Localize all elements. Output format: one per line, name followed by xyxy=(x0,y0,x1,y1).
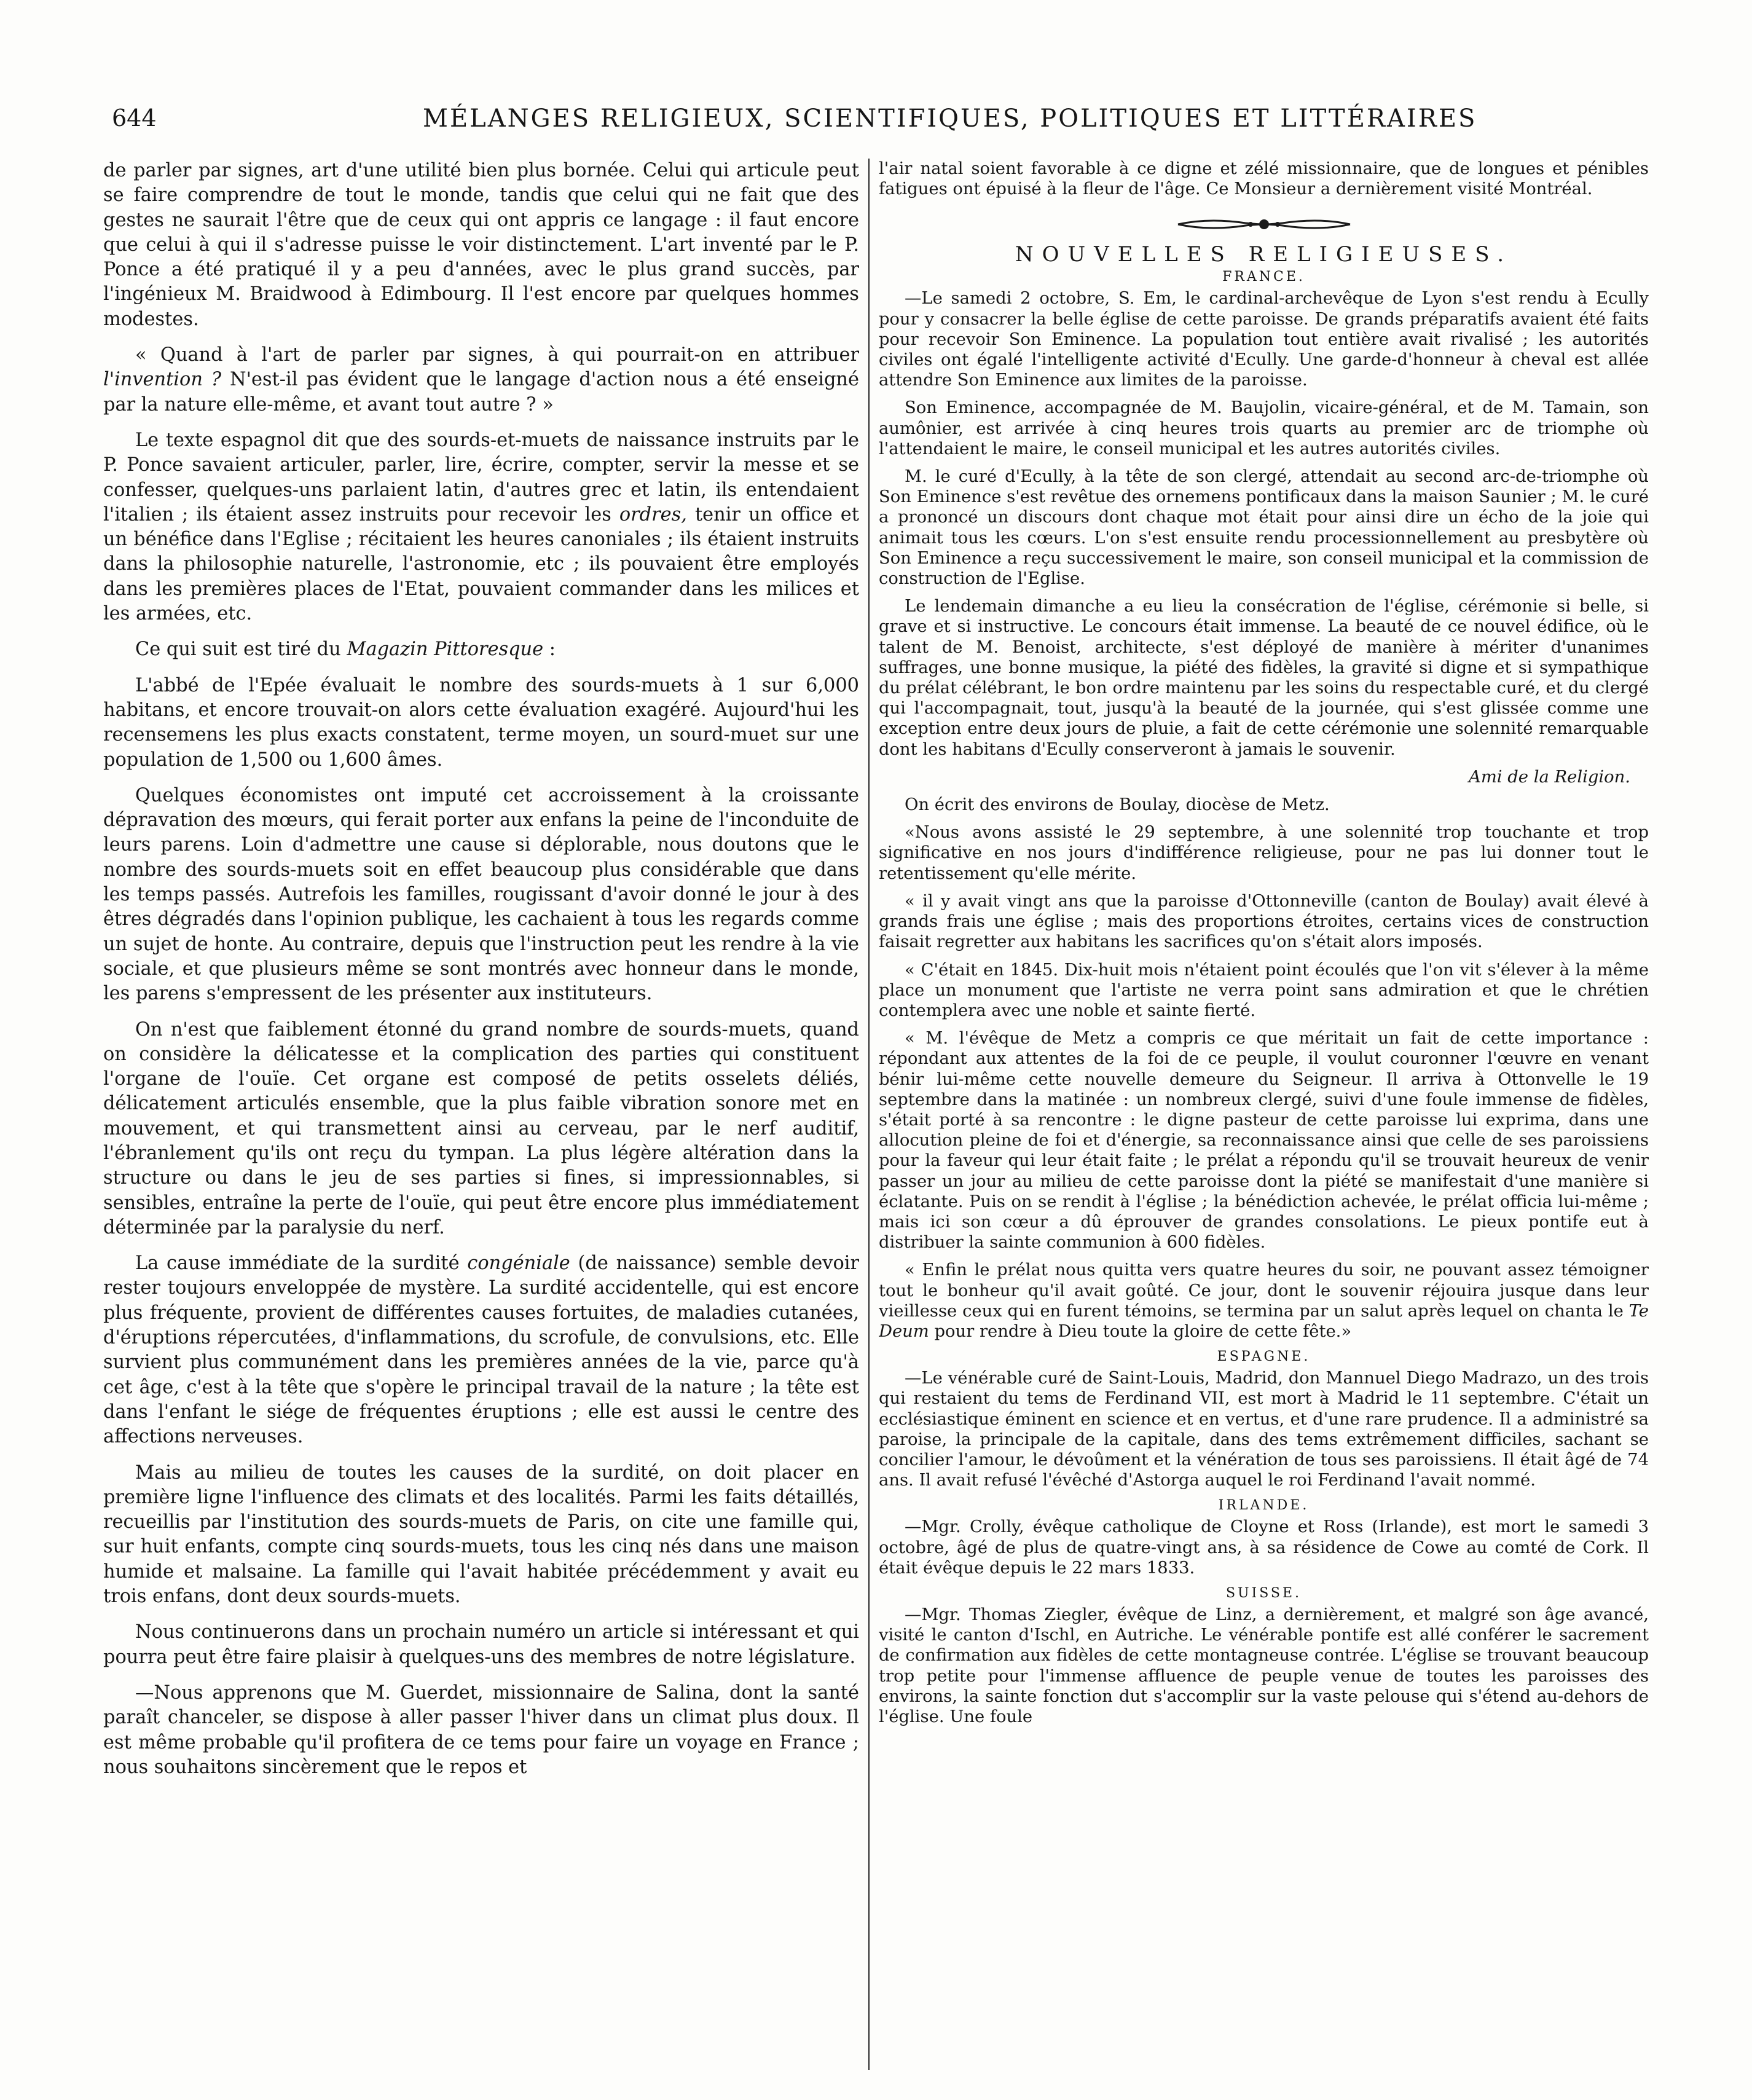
italic-text: congéniale xyxy=(467,1253,570,1275)
paragraph: Quelques économistes ont imputé cet accroissement à la croissante dépravation des mœurs, qui ferait porter aux enfans la peine de l'inconduite de leurs parens. Loin d'admettre une cause si déplorable, nous doutons que le nombre des sourds-muets soit en effet beaucoup plus considérable que dans les temps passés. Autrefois les familles, rougissant d'avoir donné le jour à des êtres dégradés dans l'opinion publique, les cachaient à tous les regards comme un sujet de honte. Au contraire, depuis que l'instruction peut les rendre à la vie sociale, et que plusieurs même se sont montrés avec honneur dans le monde, les parens s'empressent de les présenter aux instituteurs. xyxy=(103,784,859,1005)
paragraph: M. le curé d'Ecully, à la tête de son clergé, attendait au second arc-de-triomphe où Son Eminence s'est revêtue des ornemens pontificaux dans la maison Saunier ; M. le curé a prononcé un discours dont chaque mot était pour ainsi dire un écho de la joie qui animait tous les cœurs. L'on s'est ensuite rendu processionnellement au presbytère où Son Eminence a reçu successivement le maire, son conseil municipal et la commission de construction de l'Eglise. xyxy=(879,467,1649,589)
paragraph: de parler par signes, art d'une utilité bien plus bornée. Celui qui articule peut se faire comprendre de tout le monde, tandis que celui qui ne fait que des gestes ne saurait l'être que de ceux qui ont appris ce langage : il faut encore que celui à qui il s'adresse puisse le voir distinctement. L'art inventé par le P. Ponce a été pratiqué il y a peu d'années, avec le plus grand succès, par l'ingénieux M. Braidwood à Edimbourg. Il l'est encore par quelques hommes modestes. xyxy=(103,160,859,330)
ornament-flourish-icon xyxy=(1172,215,1356,234)
paragraph: Son Eminence, accompagnée de M. Baujolin, vicaire-général, et de M. Tamain, son aumônier, est arrivée à cinq heures trois quarts au premier arc de triomphe où l'attendaient le maire, le conseil municipal et les autres autorités civiles. xyxy=(879,398,1649,458)
paragraph: Nous continuerons dans un prochain numéro un article si intéressant et qui pourra peut être faire plaisir à quelques-uns des membres de notre législature. xyxy=(103,1621,859,1668)
text-run: : xyxy=(543,639,556,661)
paragraph xyxy=(103,428,859,626)
text-run: (de naissance) semble devoir rester toujours enveloppée de mystère. La surdité accidentelle, qui est encore plus fréquente, provient de différentes causes fortuites, de maladies cutanées, d'éruptions répercutées, d'inflammations, du scrofule, de convulsions, etc. Elle survient plus communément dans les premières années de la vie, parce qu'à cet âge, c'est à la tête que s'opère le principal travail de la nature ; la tête est dans l'enfant le siége de fréquentes éruptions ; elle est aussi le centre des affections nerveuses. xyxy=(103,1253,859,1448)
paragraph xyxy=(103,343,859,417)
column-divider xyxy=(868,159,870,2070)
right-column xyxy=(879,159,1649,2070)
paragraph: «Nous avons assisté le 29 septembre, à une solennité trop touchante et trop significative en nos jours d'indifférence religieuse, pour ne pas lui donner tout le retentissement qu'elle mérite. xyxy=(879,823,1649,883)
section-title: NOUVELLES RELIGIEUSES. xyxy=(1015,242,1513,267)
italic-text: l'invention ? xyxy=(103,369,222,391)
paragraph: —Mgr. Crolly, évêque catholique de Cloyne et Ross (Irlande), est mort le samedi 3 octobre, âgé de plus de quatre-vingt ans, à sa résidence de Cowe au comté de Cork. Il était évêque depuis le 22 mars 1833. xyxy=(879,1517,1649,1578)
paragraph: « M. l'évêque de Metz a compris ce que méritait un fait de cette importance : répondant aux attentes de la foi de ce peuple, il voulut couronner l'œuvre en venant bénir lui-même cette nouvelle demeure du Seigneur. Il arriva à Ottonvelle le 19 septembre dans la matinée : un nombreux clergé, suivi d'une foule immense de fidèles, s'était porté à sa rencontre : le digne pasteur de cette paroisse lui exprima, dans une allocution pleine de foi et d'énergie, sa reconnaissance ainsi que celle de ses paroissiens pour la faveur qui leur était faite ; le prélat a répondu qu'il se trouvait heureux de venir passer un jour au milieu de cette paroisse dont la piété se manifestait d'une manière si éclatante. Puis on se rendit à l'église ; la bénédiction achevée, le prélat officia lui-même ; mais ici son cœur a dû éprouver de grandes consolations. Le pieux pontife eut à distribuer la sainte communion à 600 fidèles. xyxy=(879,1029,1649,1253)
paragraph: On n'est que faiblement étonné du grand nombre de sourds-muets, quand on considère la délicatesse et la complication des parties qui constituent l'organe de l'ouïe. Cet organe est composé de petits osselets déliés, délicatement articulés ensemble, que la plus faible vibration sonore met en mouvement, et qui transmettent ainsi au cerveau, par le nerf auditif, l'ébranlement qu'ils ont reçu du tympan. La plus légère altération dans la structure ou dans le jeu de ses parties si fines, si impressionnables, si sensibles, entraîne la perte de l'ouïe, qui peut être encore plus immédiatement déterminée par la paralysie du nerf. xyxy=(103,1018,859,1238)
text-run: La cause immédiate de la surdité xyxy=(135,1253,468,1275)
country-heading-irlande: IRLANDE. xyxy=(1218,1498,1310,1514)
ornament-divider xyxy=(879,215,1649,240)
running-title: MÉLANGES RELIGIEUX, SCIENTIFIQUES, POLITIQUES ET LITTÉRAIRES xyxy=(423,104,1477,133)
source-signature: Ami de la Religion. xyxy=(1469,767,1630,787)
paragraph xyxy=(103,1251,859,1449)
page-header xyxy=(103,104,1649,141)
paragraph xyxy=(103,637,859,662)
text-run: pour rendre à Dieu toute la gloire de cette fête.» xyxy=(929,1321,1352,1341)
country-heading-suisse: SUISSE. xyxy=(1225,1585,1302,1601)
paragraph: l'air natal soient favorable à ce digne et zélé missionnaire, que de longues et pénibles fatigues ont épuisé à la fleur de l'âge. Ce Monsieur a dernièrement visité Montréal. xyxy=(879,159,1649,199)
text-run: N'est-il pas évident que le langage d'action nous a été enseigné par la nature elle-même, et avant tout autre ? » xyxy=(103,369,859,415)
text-run: « Quand à l'art de parler par signes, à qui pourrait-on en attribuer xyxy=(135,344,859,366)
paragraph: On écrit des environs de Boulay, diocèse de Metz. xyxy=(905,795,1330,815)
paragraph: —Nous apprenons que M. Guerdet, missionnaire de Salina, dont la santé paraît chanceler, se dispose à aller passer l'hiver dans un climat plus doux. Il est même probable qu'il profitera de ce tems pour faire un voyage en France ; nous souhaitons sincèrement que le repos et xyxy=(103,1681,859,1778)
paragraph xyxy=(879,1260,1649,1342)
text-run: « Enfin le prélat nous quitta vers quatre heures du soir, ne pouvant assez témoigner tout le bonheur qu'il avait goûté. Ce jour, dont le souvenir réjouira jusque dans leur vieillesse ceux qui en furent témoins, se termina par un salut après lequel on chanta le xyxy=(879,1260,1649,1321)
text-run: Ce qui suit est tiré du xyxy=(135,639,347,661)
text-run: tenir un office et un bénéfice dans l'Eglise ; récitaient les heures canoniales ; ils étaient instruits dans la philosophie naturelle, l'astronomie, etc ; ils pouvaient être employés dans les premières places de l'Etat, pouvaient commander dans les milices et les armées, etc. xyxy=(103,503,859,625)
paragraph: Le lendemain dimanche a eu lieu la consécration de l'église, cérémonie si belle, si grave et si instructive. Le concours était immense. La beauté de ce nouvel édifice, où le talent de M. Benoist, architecte, s'est déployé de manière à mériter d'unanimes suffrages, une bonne musique, la piété des fidèles, la gravité si digne et si sympathique du prélat célébrant, le bon ordre maintenu par les soins du respectable curé, et du clergé qui l'accompagnait, tout, jusqu'à la beauté de la journée, qui s'est glissée comme une exception entre deux jours de pluie, a fait de cette cérémonie une solennité remarquable dont les habitans d'Ecully conserveront à jamais le souvenir. xyxy=(879,597,1649,759)
italic-text: Magazin Pittoresque xyxy=(347,639,544,661)
country-heading-france: FRANCE. xyxy=(1222,269,1305,285)
left-column xyxy=(103,159,859,2070)
country-heading-espagne: ESPAGNE. xyxy=(1217,1349,1311,1365)
italic-text: ordres, xyxy=(619,503,687,525)
paragraph: —Le samedi 2 octobre, S. Em, le cardinal-archevêque de Lyon s'est rendu à Ecully pour y consacrer la belle église de cette paroisse. De grands préparatifs avaient été faits pour recevoir Son Eminence. La population tout entière avait rivalisé ; les autorités civiles ont égalé l'intelligente activité d'Ecully. Une garde-d'honneur à cheval est allée attendre Son Eminence aux limites de la paroisse. xyxy=(879,289,1649,390)
text-columns xyxy=(103,159,1649,2070)
paragraph: —Le vénérable curé de Saint-Louis, Madrid, don Mannuel Diego Madrazo, un des trois qui restaient du tems de Ferdinand VII, est mort à Madrid le 11 septembre. C'était un ecclésiastique éminent en science et en vertus, et d'une rare prudence. Il a administré sa paroise, la principale de la capitale, dans des tems extrêmement difficiles, sachant se concilier l'amour, le dévoûment et la vénération de tous ses paroissiens. Il était âgé de 74 ans. Il avait refusé l'évêché d'Astorga auquel le roi Ferdinand l'avait nommé. xyxy=(879,1369,1649,1490)
paragraph: —Mgr. Thomas Ziegler, évêque de Linz, a dernièrement, et malgré son âge avancé, visité le canton d'Ischl, en Autriche. Le vénérable pontife est allé conférer le sacrement de confirmation aux fidèles de cette montagneuse contrée. L'église se trouvant beaucoup trop petite pour l'immense affluence de peuple venue de toutes les paroisses des environs, la sainte fonction dut s'accomplir sur la vaste pelouse qui s'étend au-dehors de l'église. Une foule xyxy=(879,1605,1649,1726)
paragraph: Mais au milieu de toutes les causes de la surdité, on doit placer en première ligne l'influence des climats et des localités. Parmi les faits détaillés, recueillis par l'institution des sourds-muets de Paris, on cite une famille qui, sur huit enfants, compte cinq sourds-muets, tous les cinq nés dans une maison humide et malsaine. La famille qui l'avait habitée précédemment y avait eu trois enfans, dont deux sourds-muets. xyxy=(103,1461,859,1608)
page-number: 644 xyxy=(112,104,157,132)
italic-text: Te Deum xyxy=(879,1301,1649,1341)
text-run: Le texte espagnol dit que des sourds-et-muets de naissance instruits par le P. Ponce savaient articuler, parler, lire, écrire, compter, servir la messe et se confesser, quelques-uns parlaient latin, d'autres grec et latin, ils entendaient l'italien ; ils étaient assez instruits pour recevoir les xyxy=(103,429,859,525)
paragraph: « C'était en 1845. Dix-huit mois n'étaient point écoulés que l'on vit s'élever à la même place un monument que l'artiste ne verra point sans admiration et que le chrétien contemplera avec une noble et sainte fierté. xyxy=(879,960,1649,1020)
paragraph: L'abbé de l'Epée évaluait le nombre des sourds-muets à 1 sur 6,000 habitans, et encore trouvait-on alors cette évaluation exagéré. Aujourd'hui les recensemens les plus exacts constatent, terme moyen, un sourd-muet sur une population de 1,500 ou 1,600 âmes. xyxy=(103,674,859,771)
paragraph: « il y avait vingt ans que la paroisse d'Ottonneville (canton de Boulay) avait élevé à grands frais une église ; mais des proportions étroites, certains vices de construction faisait regretter aux habitans les sacrifices qu'on s'était alors imposés. xyxy=(879,891,1649,952)
